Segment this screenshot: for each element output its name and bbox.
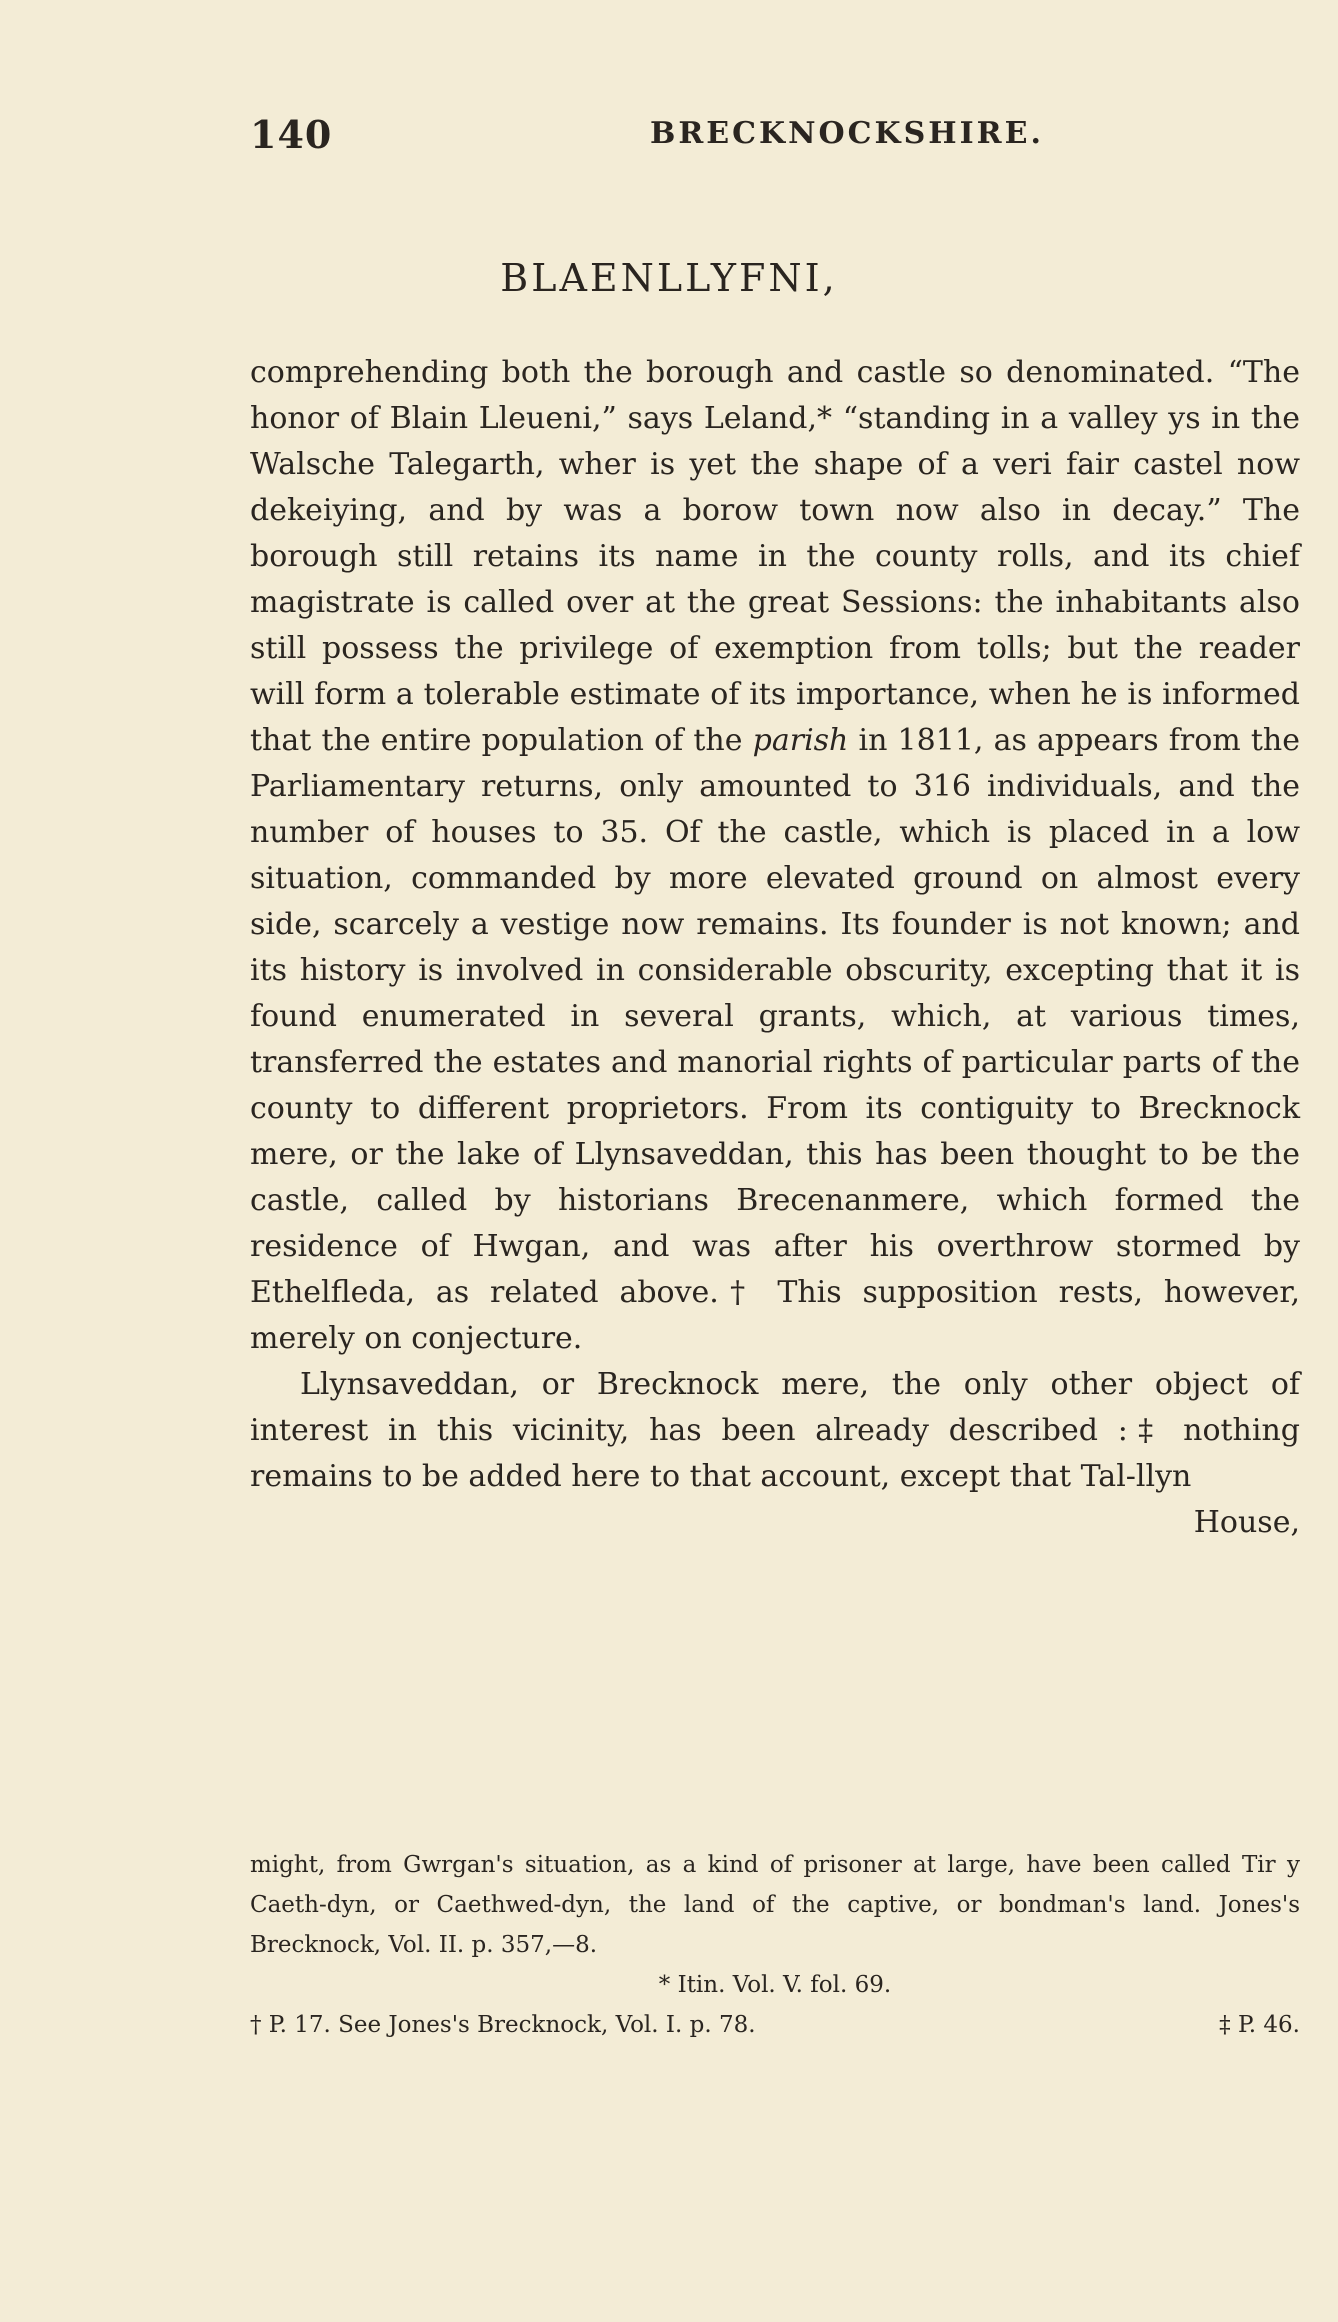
footnote-dagger: † P. 17. See Jones's Brecknock, Vol. I. p. 78. xyxy=(250,2012,756,2038)
paragraph-1-text-a: comprehending both the borough and castle so denominated. “The honor of Blain Lleueni,” says Leland,* “standing in a valley ys in the Walsche Talegarth, wher is yet the shape of a veri fair castel now dekeiying, and by was a borow town now also in decay.” The borough still retains its name in the county rolls, and its chief magistrate is called over at the great Sessions: the inhabitants also still possess the privilege of exemption from tolls; but the reader will form a tolerable estimate of its importance, when he is informed that the entire population of the xyxy=(250,355,1300,758)
footnote-double-dagger: ‡ P. 46. xyxy=(1219,2012,1300,2038)
paragraph-1 xyxy=(250,350,1300,1362)
page-number: 140 xyxy=(250,112,333,157)
body-text xyxy=(250,350,1300,1546)
catchword: House, xyxy=(1193,1505,1300,1540)
running-title: BRECKNOCKSHIRE. xyxy=(650,116,1044,151)
paragraph-1-text-b: in 1811, as appears from the Parliamentary returns, only amounted to 316 individuals, and the number of houses to 35. Of the castle, which is placed in a low situation, commanded by more elevated ground on almost every side, scarcely a vestige now remains. Its founder is not known; and its history is involved in considerable obscurity, excepting that it is found enumerated in several grants, which, at various times, transferred the estates and manorial rights of particular parts of the county to different proprietors. From its contiguity to Brecknock mere, or the lake of Llynsaveddan, this has been thought to be the castle, called by historians Brecenanmere, which formed the residence of Hwgan, and was after his overthrow stormed by Ethelfleda, as related above.† This supposition rests, however, merely on conjecture. xyxy=(250,723,1300,1356)
parish-italic: parish xyxy=(752,723,849,758)
footnote-row xyxy=(250,2005,1300,2045)
page-header xyxy=(250,112,1088,162)
section-title: BLAENLLYFNI, xyxy=(500,256,838,300)
paragraph-2: Llynsaveddan, or Brecknock mere, the only other object of interest in this vicinity, has been already described :‡ nothing remains to be added here to that account, except that Tal-llyn xyxy=(250,1367,1300,1494)
footnote-star: * Itin. Vol. V. fol. 69. xyxy=(658,1972,892,1998)
footnote-continuation: might, from Gwrgan's situation, as a kind of prisoner at large, have been called Tir y Caeth-dyn, or Caethwed-dyn, the land of the captive, or bondman's land. Jones's Brecknock, Vol. II. p. 357,—8. xyxy=(250,1852,1300,1958)
footnotes xyxy=(250,1845,1300,2045)
